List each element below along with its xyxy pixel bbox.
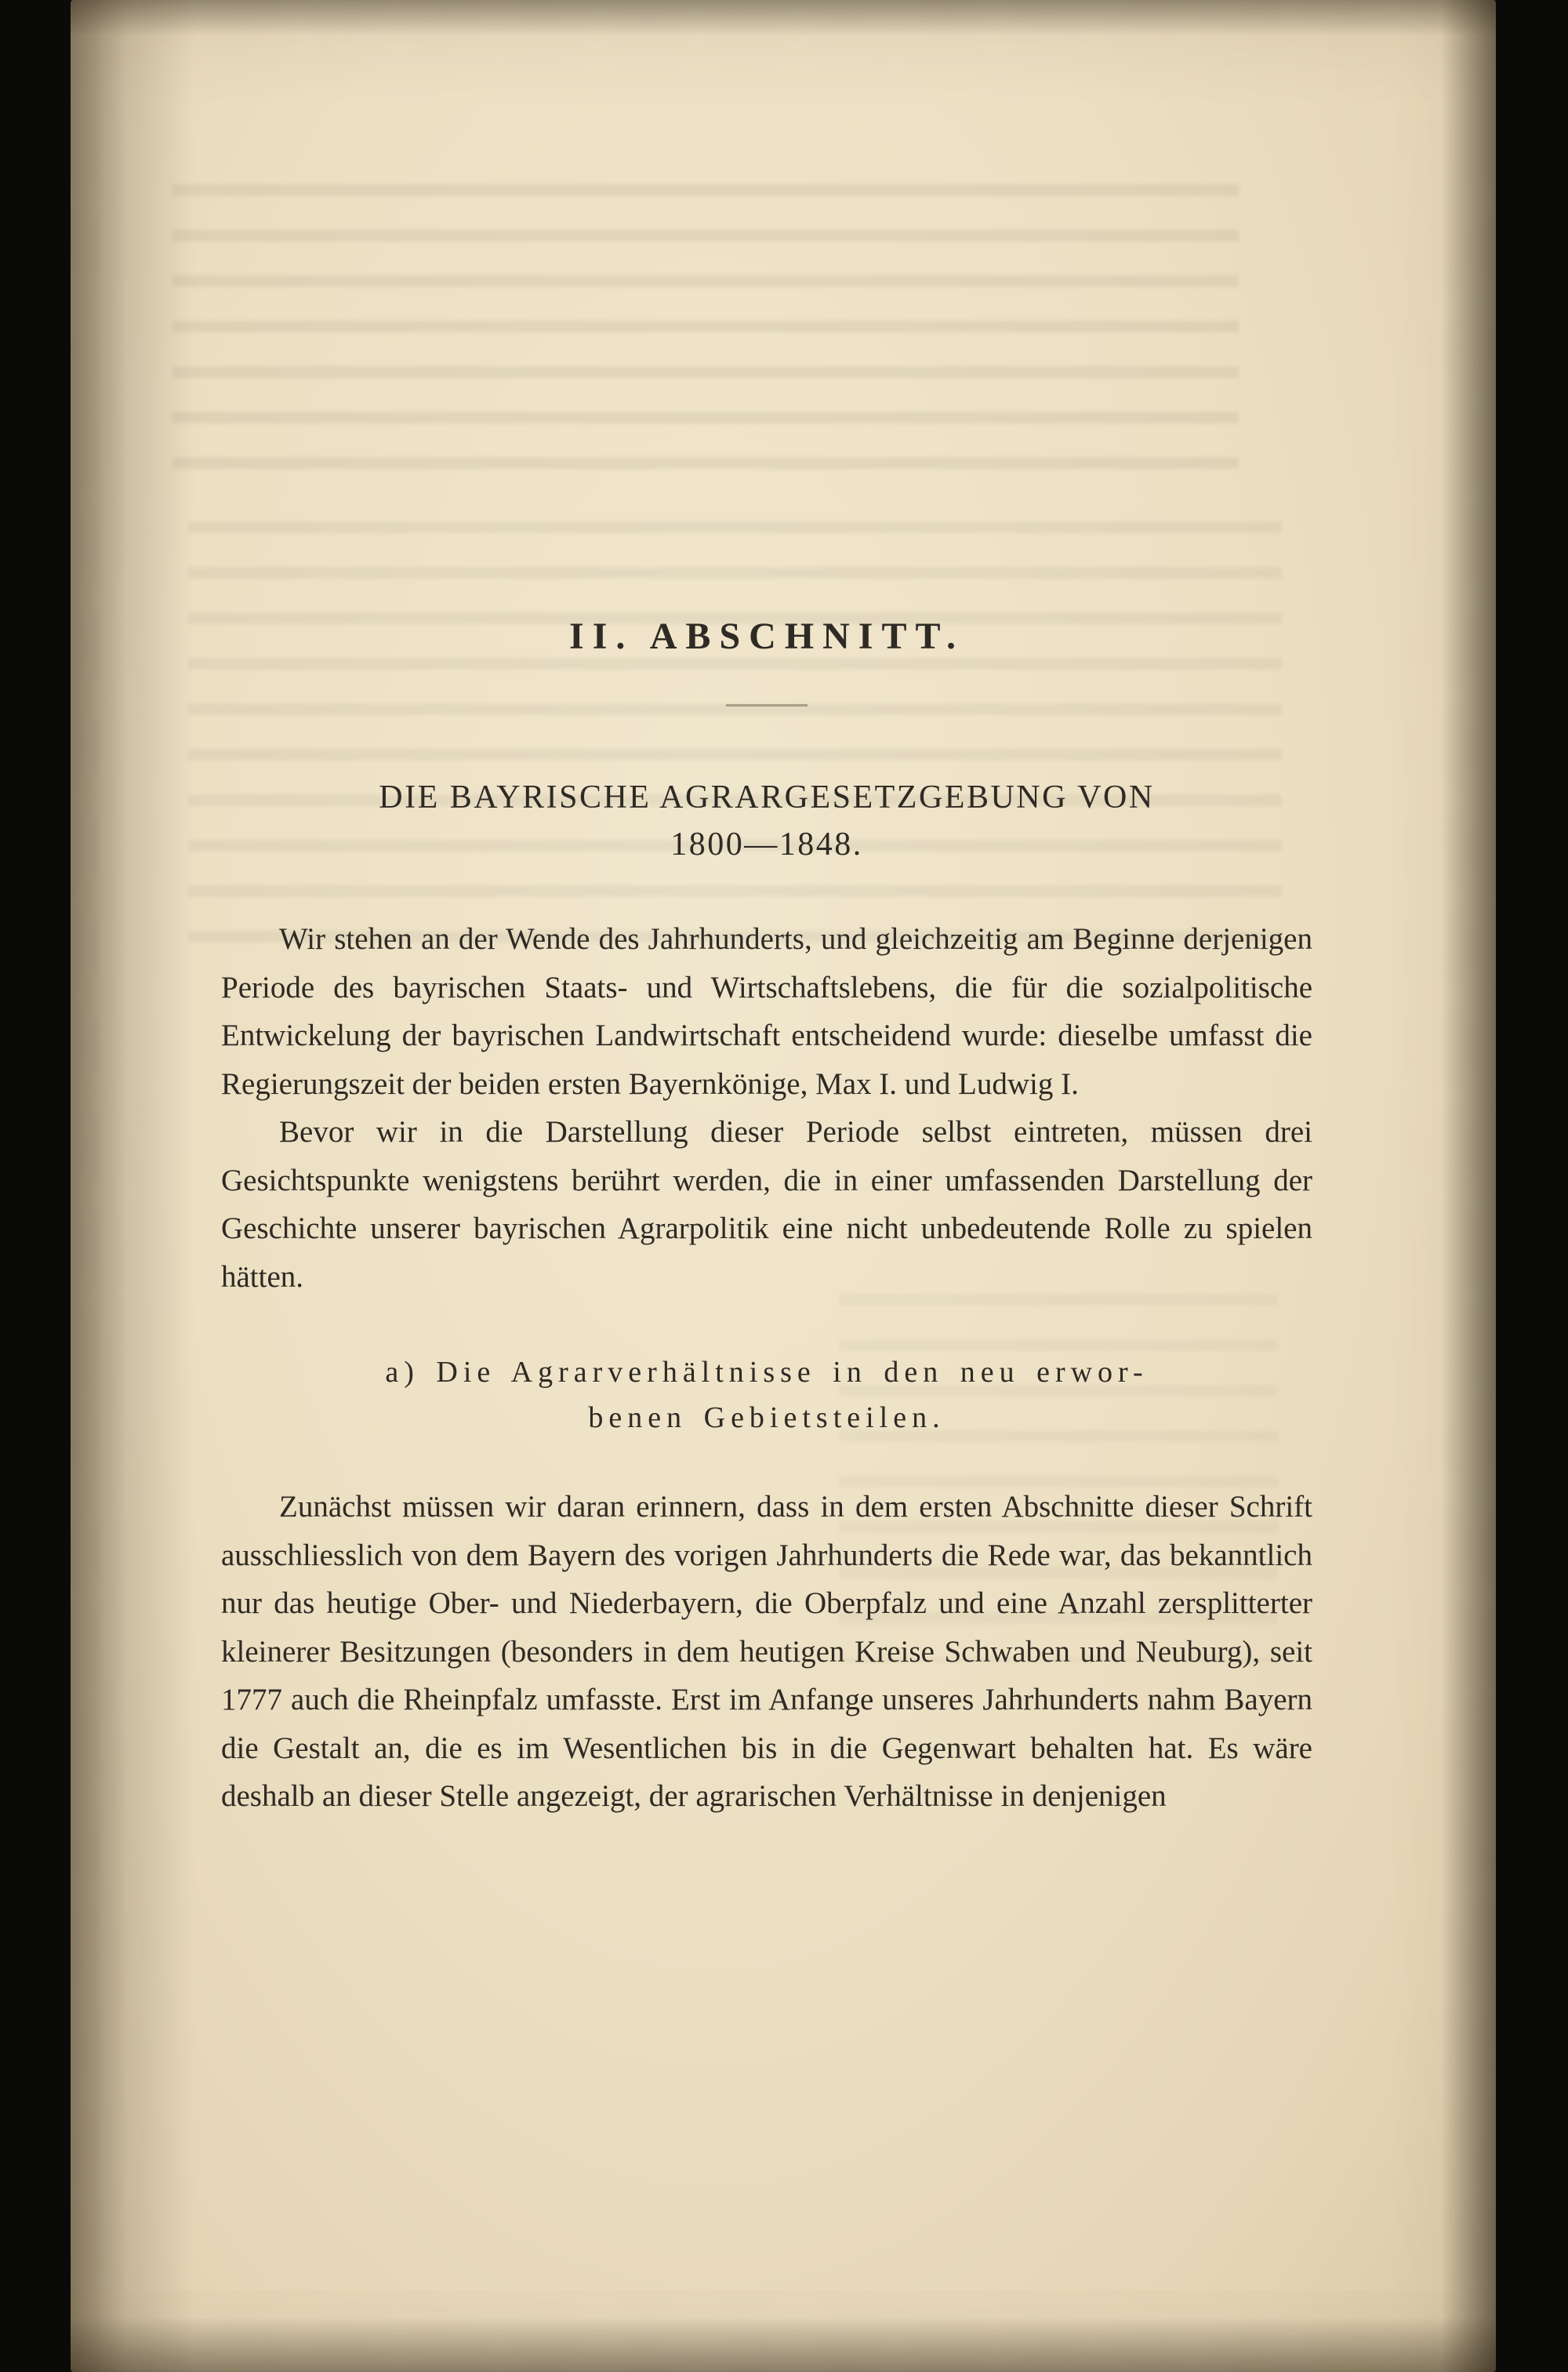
chapter-title-line1: DIE BAYRISCHE AGRARGESETZGEBUNG VON — [379, 779, 1155, 815]
page-bottom-edge-shadow — [71, 2317, 1496, 2372]
page-text-block — [221, 0, 1312, 1821]
heading-divider-rule — [726, 704, 808, 707]
paragraph: Zunächst müssen wir daran erinnern, dass in dem ersten Abschnitte dieser Schrift ausschliesslich von dem Bayern des vorigen Jahrhunderts die Rede war, das bekanntlich nur das heutige Ober- und Niederbayern, die Oberpfalz und eine Anzahl zersplitterter kleinerer Besitzungen (besonders in dem heutigen Kreise Schwaben und Neuburg), seit 1777 auch die Rheinpfalz umfasste. Erst im Anfange unseres Jahrhunderts nahm Bayern die Gestalt an, die es im Wesentlichen bis in die Gegenwart behalten hat. Es wäre deshalb an dieser Stelle angezeigt, der agrarischen Verhältnisse in denjenigen — [221, 1490, 1312, 1813]
section-heading: II. ABSCHNITT. — [569, 616, 964, 657]
chapter-title — [221, 774, 1312, 868]
paragraph: Wir stehen an der Wende des Jahrhunderts, und gleichzeitig am Beginne derjenigen Periode des bayrischen Staats- und Wirtschaftslebens, die für die sozialpolitische Entwickelung der bayrischen Landwirtschaft entscheidend wurde: dieselbe umfasst die Regierungszeit der beiden ersten Bayernkönige, Max I. und Ludwig I. — [221, 922, 1312, 1101]
subsection-heading-line2: benen Gebietsteilen. — [588, 1401, 946, 1434]
chapter-title-line2: 1800—1848. — [670, 826, 863, 863]
subsection-heading-line1: a) Die Agrarverhältnisse in den neu erwor- — [385, 1356, 1149, 1389]
paragraph: Bevor wir in die Darstellung dieser Periode selbst eintreten, müssen drei Gesichtspunkte wenigstens berührt werden, die in einer umfassenden Darstellung der Geschichte unserer bayrischen Agrarpolitik eine nicht unbedeutende Rolle zu spielen hätten. — [221, 1115, 1312, 1294]
book-page — [71, 0, 1496, 2372]
gutter-shadow — [71, 0, 196, 2372]
page-right-edge-shadow — [1441, 0, 1496, 2372]
subsection-heading — [221, 1349, 1312, 1440]
